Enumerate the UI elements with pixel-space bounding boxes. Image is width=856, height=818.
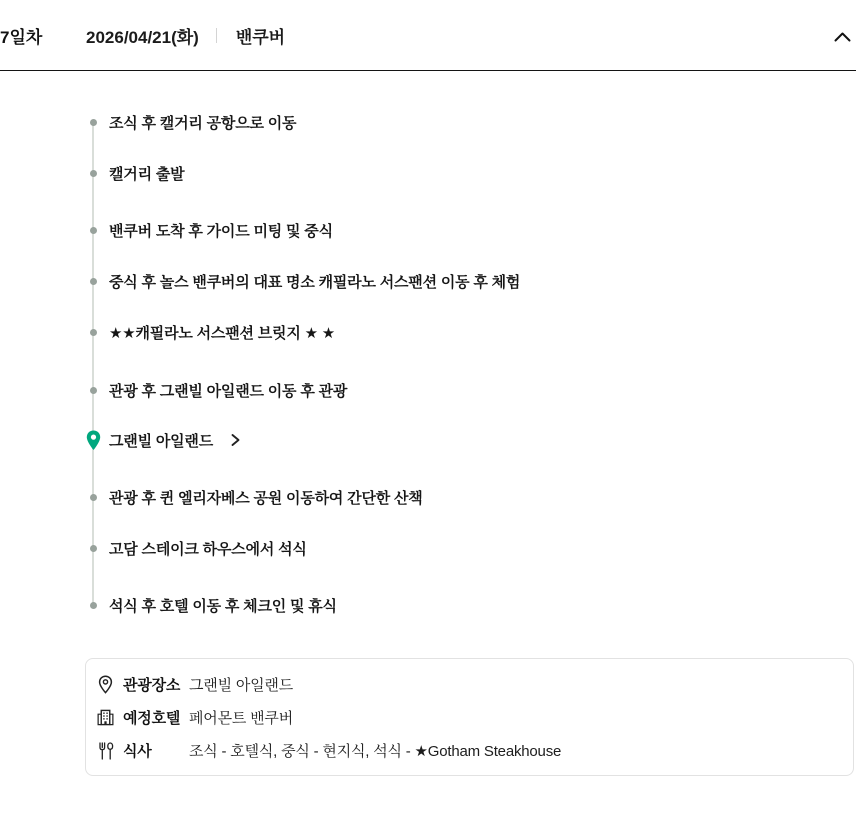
timeline-item-text: 고담 스테이크 하우스에서 석식	[109, 540, 307, 558]
timeline-item-text: 캘거리 출발	[109, 165, 185, 183]
timeline-item	[90, 163, 184, 183]
map-pin-filled-icon	[86, 430, 101, 451]
meals-utensils-icon	[97, 742, 114, 760]
summary-row-hotel	[86, 701, 853, 734]
summary-row-sight	[86, 668, 853, 701]
timeline-item	[90, 538, 307, 558]
timeline-dot	[90, 227, 97, 234]
timeline-item	[90, 595, 337, 615]
timeline-item-text: 관광 후 그랜빌 아일랜드 이동 후 관광	[109, 382, 348, 400]
timeline-dot	[90, 494, 97, 501]
timeline-item	[90, 487, 423, 507]
timeline-item-text: 중식 후 놀스 밴쿠버의 대표 명소 캐필라노 서스팬션 이동 후 체험	[109, 273, 521, 291]
summary-value: 페어몬트 밴쿠버	[189, 710, 293, 727]
timeline-connector-line	[92, 120, 94, 604]
timeline-item-text: 조식 후 캘거리 공항으로 이동	[109, 114, 297, 132]
timeline-dot	[90, 329, 97, 336]
hotel-building-icon	[97, 709, 114, 726]
timeline-item-text: 석식 후 호텔 이동 후 체크인 및 휴식	[109, 597, 337, 615]
collapse-day-button[interactable]	[831, 26, 853, 48]
summary-value: 그랜빌 아일랜드	[189, 677, 293, 694]
timeline-dot	[90, 170, 97, 177]
day-header	[0, 0, 856, 71]
summary-row-meals	[86, 734, 853, 767]
summary-value: 조식 - 호텔식, 중식 - 현지식, 석식 - ★Gotham Steakhouse	[189, 743, 562, 760]
timeline-item-text: ★★캐필라노 서스팬션 브릿지 ★ ★	[109, 324, 336, 342]
timeline-item-text: 밴쿠버 도착 후 가이드 미팅 및 중식	[109, 222, 333, 240]
map-pin-outline-icon	[97, 675, 114, 694]
timeline-item	[90, 220, 333, 240]
summary-label: 식사	[123, 743, 152, 760]
summary-label: 예정호텔	[123, 710, 181, 727]
timeline-place-link[interactable]	[86, 429, 241, 451]
timeline-dot	[90, 545, 97, 552]
chevron-right-icon	[221, 433, 241, 447]
timeline-dot	[90, 602, 97, 609]
place-link-text: 그랜빌 아일랜드	[109, 432, 213, 450]
timeline-item	[90, 380, 347, 400]
timeline-dot	[90, 278, 97, 285]
day-date: 2026/04/21(화)	[86, 27, 199, 47]
header-divider	[216, 28, 217, 43]
chevron-up-icon	[834, 30, 851, 45]
day-number-label: 7일차	[0, 27, 43, 47]
timeline-dot	[90, 387, 97, 394]
day-city: 밴쿠버	[235, 27, 286, 47]
timeline-dot	[90, 119, 97, 126]
day-summary-card	[85, 658, 854, 776]
timeline-item	[90, 112, 296, 132]
timeline-item-text: 관광 후 퀸 엘리자베스 공원 이동하여 간단한 산책	[109, 489, 423, 507]
summary-label: 관광장소	[123, 677, 181, 694]
timeline-item	[90, 271, 520, 291]
timeline-item	[90, 322, 335, 342]
